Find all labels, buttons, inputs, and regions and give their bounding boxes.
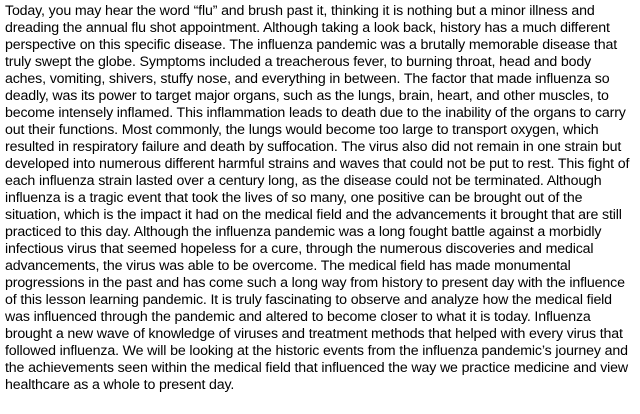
- body-paragraph: Today, you may hear the word “flu” and brush past it, thinking it is nothing but a minor illness and dreading the annual flu shot appointment. Although taking a look back, history has a much different perspective on this specific disease. The influenza pandemic was a brutally memorable disease that truly swept the globe. Symptoms included a treacherous fever, to burning throat, head and body aches, vomiting, shivers, stuffy nose, and everything in between. The factor that made influenza so deadly, was its power to target major organs, such as the lungs, brain, heart, and other muscles, to become intensely inflamed. This inflammation leads to death due to the inability of the organs to carry out their functions. Most commonly, the lungs would become too large to transport oxygen, which resulted in respiratory failure and death by suffocation. The virus also did not remain in one strain but developed into numerous different harmful strains and waves that could not be put to rest. This fight of each influenza strain lasted over a century long, as the disease could not be terminated. Although influenza is a tragic event that took the lives of so many, one positive can be brought out of the situation, which is the impact it had on the medical field and the advancements it brought that are still practiced to this day. Although the influenza pandemic was a long fought battle against a morbidly infectious virus that seemed hopeless for a cure, through the numerous discoveries and medical advancements, the virus was able to be overcome. The medical field has made monumental progressions in the past and has come such a long way from history to present day with the influence of this lesson learning pandemic. It is truly fascinating to observe and analyze how the medical field was influenced through the pandemic and altered to become closer to what it is today. Influenza brought a new wave of knowledge of viruses and treatment methods that helped with every virus that followed influenza. We will be looking at the historic events from the influenza pandemic’s journey and the achievements seen within the medical field that influenced the way we practice medicine and view healthcare as a whole to present day.: [5, 3, 630, 393]
- document-body: [5, 3, 635, 394]
